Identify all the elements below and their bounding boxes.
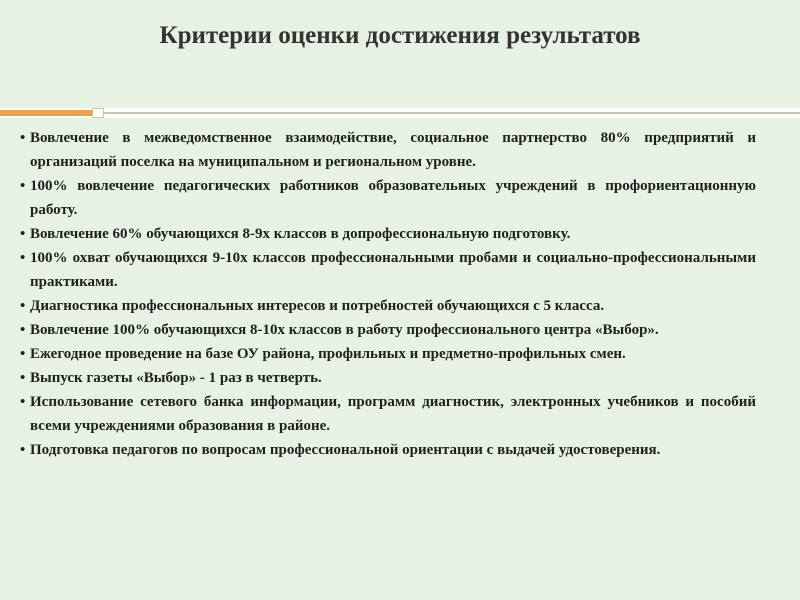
bullet-icon: • xyxy=(20,130,26,146)
divider-square xyxy=(92,108,104,118)
title-band xyxy=(0,0,800,108)
title-divider xyxy=(0,108,800,118)
list-item xyxy=(20,318,756,342)
slide-title: Критерии оценки достижения результатов xyxy=(159,22,641,49)
list-item-text: Диагностика профессиональных интересов и потребностей обучающихся с 5 класса. xyxy=(30,298,605,314)
bullet-icon: • xyxy=(20,250,26,266)
list-item-text: Вовлечение в межведомственное взаимодействие, социальное партнерство 80% предприятий и организаций поселка на муниципальном и региональном уровне. xyxy=(30,130,756,170)
bullet-icon: • xyxy=(20,322,26,338)
list-item xyxy=(20,342,756,366)
divider-accent-bar xyxy=(0,110,92,116)
list-item-text: Вовлечение 60% обучающихся 8-9х классов в допрофессиональную подготовку. xyxy=(30,226,571,242)
criteria-list xyxy=(20,126,756,462)
list-item xyxy=(20,366,756,390)
list-item xyxy=(20,126,756,174)
list-item-text: 100% охват обучающихся 9-10х классов профессиональными пробами и социально-профессиональными практиками. xyxy=(30,250,756,290)
list-item-text: 100% вовлечение педагогических работников образовательных учреждений в профориентационную работу. xyxy=(30,178,756,218)
list-item-text: Ежегодное проведение на базе ОУ района, профильных и предметно-профильных смен. xyxy=(30,346,626,362)
bullet-icon: • xyxy=(20,442,26,458)
list-item xyxy=(20,390,756,438)
bullet-icon: • xyxy=(20,226,26,242)
list-item xyxy=(20,246,756,294)
list-item-text: Вовлечение 100% обучающихся 8-10х классов в работу профессионального центра «Выбор». xyxy=(30,322,659,338)
list-item-text: Использование сетевого банка информации, программ диагностик, электронных учебников и пособий всеми учреждениями образования в районе. xyxy=(30,394,756,434)
list-item-text: Выпуск газеты «Выбор» - 1 раз в четверть. xyxy=(30,370,322,386)
bullet-icon: • xyxy=(20,394,26,410)
list-item xyxy=(20,222,756,246)
list-item xyxy=(20,174,756,222)
bullet-icon: • xyxy=(20,298,26,314)
bullet-icon: • xyxy=(20,370,26,386)
bullet-icon: • xyxy=(20,178,26,194)
list-item xyxy=(20,294,756,318)
list-item xyxy=(20,438,756,462)
divider-line xyxy=(104,112,800,114)
bullet-icon: • xyxy=(20,346,26,362)
list-item-text: Подготовка педагогов по вопросам профессиональной ориентации с выдачей удостоверения. xyxy=(30,442,661,458)
